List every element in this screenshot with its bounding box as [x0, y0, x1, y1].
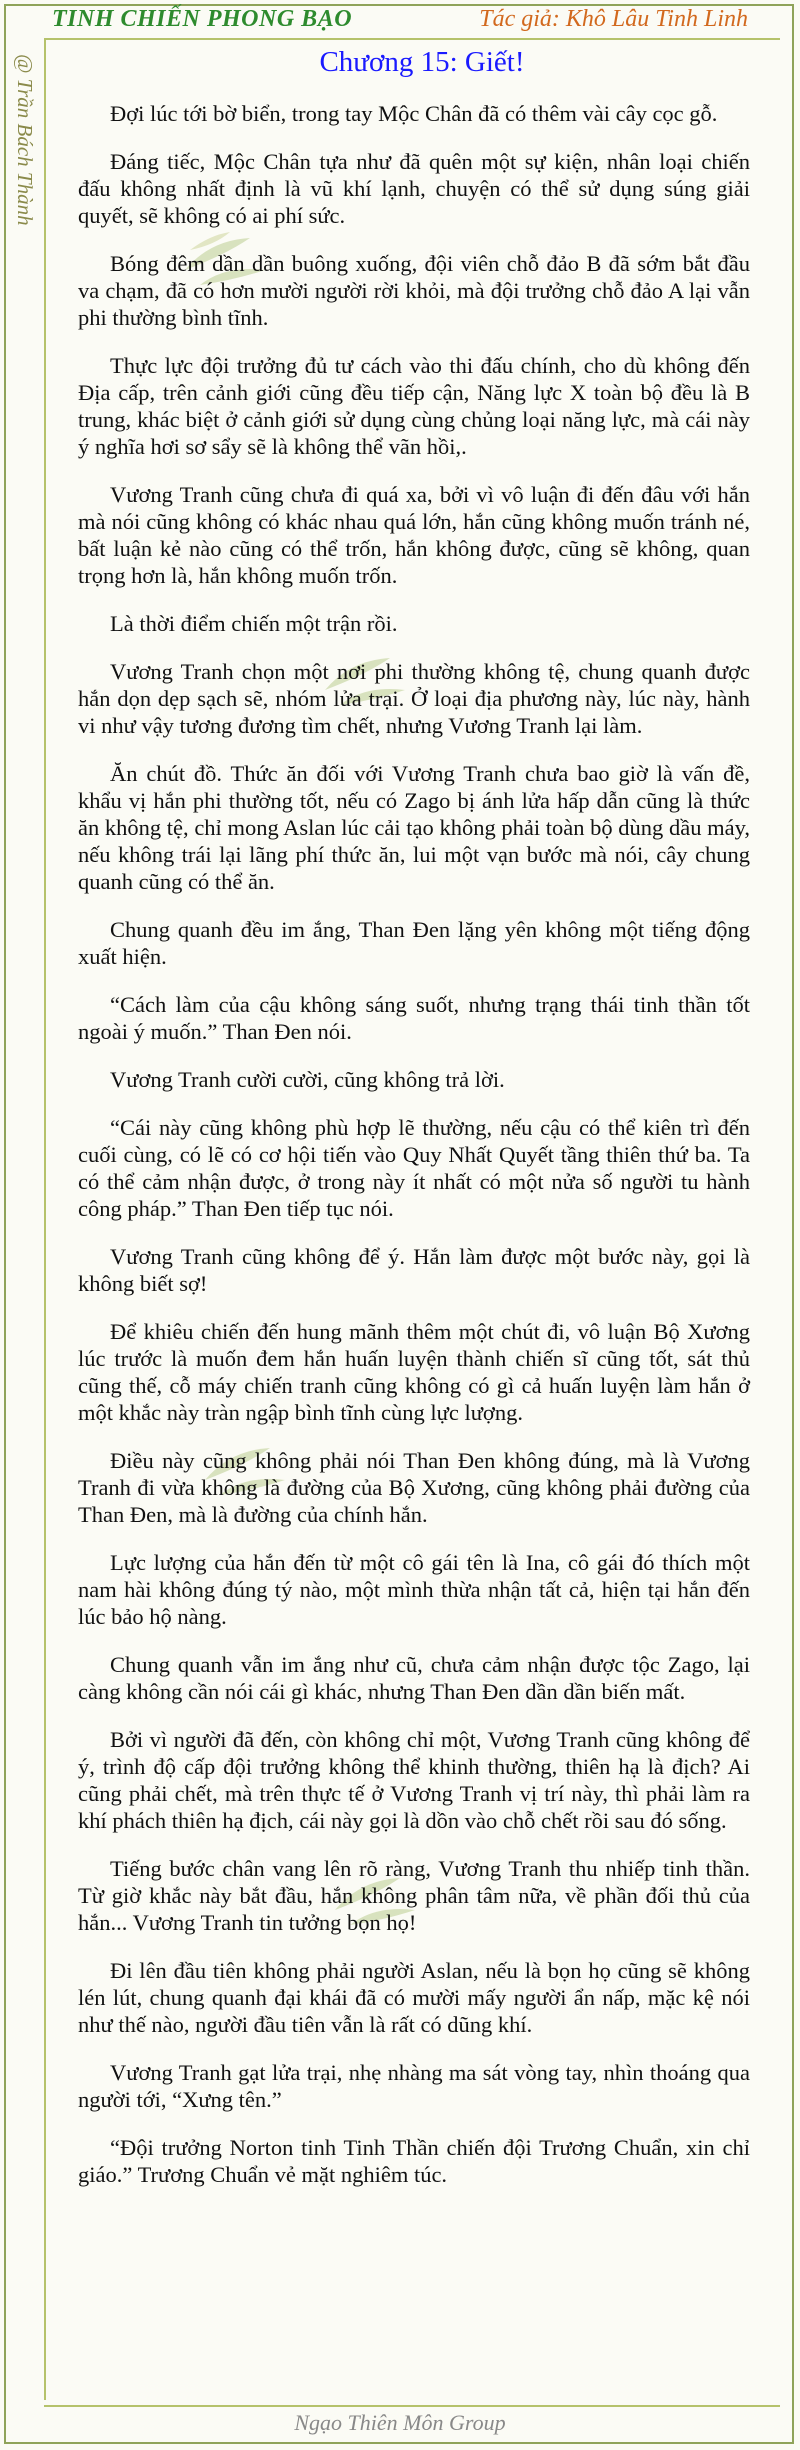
paragraph: Tiếng bước chân vang lên rõ ràng, Vương Tranh thu nhiếp tinh thần. Từ giờ khắc này bắt đầu, hắn không phân tâm nữa, về phần đối thủ của hắn... Vương Tranh tin tưởng bọn họ!	[78, 1856, 750, 1935]
paragraph: Đi lên đầu tiên không phải người Aslan, nếu là bọn họ cũng sẽ không lén lút, chung quanh đại khái đã có mười mấy người ẩn nấp, mặc kệ nói như thế nào, người đầu tiên vẫn là rất có dũng khí.	[78, 1958, 750, 2037]
chapter-body	[78, 100, 750, 2209]
paragraph: Ăn chút đồ. Thức ăn đối với Vương Tranh chưa bao giờ là vấn đề, khẩu vị hắn phi thường tốt, nếu có Zago bị ánh lửa hấp dẫn cũng là thức ăn không tệ, chỉ mong Aslan lúc cải tạo không phải toàn bộ dùng dầu máy, nếu không trái lại lãng phí thức ăn, lui một vạn bước mà nói, cây chung quanh cũng có thể ăn.	[78, 761, 750, 894]
paragraph: “Cách làm của cậu không sáng suốt, nhưng trạng thái tinh thần tốt ngoài ý muốn.” Than Đen nói.	[78, 992, 750, 1044]
footer-divider	[44, 2405, 780, 2407]
paragraph: Bóng đêm dần dần buông xuống, đội viên chỗ đảo B đã sớm bắt đầu va chạm, đã có hơn mười người rời khỏi, mà đội trưởng chỗ đảo A lại vẫn phi thường bình tĩnh.	[78, 251, 750, 330]
paragraph: Vương Tranh cũng không để ý. Hắn làm được một bước này, gọi là không biết sợ!	[78, 1244, 750, 1296]
footer-credit: Ngạo Thiên Môn Group	[294, 2410, 506, 2435]
story-title: TINH CHIẾN PHONG BẠO	[52, 6, 353, 32]
side-credit	[4, 48, 40, 548]
paragraph: Chung quanh đều im ắng, Than Đen lặng yên không một tiếng động xuất hiện.	[78, 917, 750, 969]
paragraph: Thực lực đội trưởng đủ tư cách vào thi đấu chính, cho dù không đến Địa cấp, trên cảnh giới cũng đều tiếp cận, Năng lực X toàn bộ đều là B trung, khác biệt ở cảnh giới sử dụng cùng chủng loại năng lực, mà cái này ý nghĩa hơi sơ sẩy sẽ là không thể vãn hồi,.	[78, 353, 750, 459]
paragraph: Vương Tranh cũng chưa đi quá xa, bởi vì vô luận đi đến đâu với hắn mà nói cũng không có khác nhau quá lớn, hắn cũng không muốn tránh né, bất luận kẻ nào cũng có thể trốn, hắn không được, cũng sẽ không, quan trọng hơn là, hắn không muốn trốn.	[78, 482, 750, 588]
paragraph: Đáng tiếc, Mộc Chân tựa như đã quên một sự kiện, nhân loại chiến đấu không nhất định là vũ khí lạnh, chuyện có thể sử dụng súng giải quyết, sẽ không có ai phí sức.	[78, 149, 750, 228]
paragraph: “Cái này cũng không phù hợp lẽ thường, nếu cậu có thể kiên trì đến cuối cùng, có lẽ có cơ hội tiến vào Quy Nhất Quyết tầng thiên thứ ba. Ta có thể cảm nhận được, ở trong này ít nhất có một nửa số người tu hành công pháp.” Than Đen tiếp tục nói.	[78, 1115, 750, 1221]
chapter-title: Chương 15: Giết!	[319, 46, 525, 78]
paragraph: Là thời điểm chiến một trận rồi.	[110, 611, 398, 636]
paragraph: Vương Tranh cười cười, cũng không trả lời.	[110, 1067, 505, 1092]
paragraph: “Đội trưởng Norton tinh Tinh Thần chiến đội Trương Chuẩn, xin chỉ giáo.” Trương Chuẩn vẻ mặt nghiêm túc.	[78, 2135, 750, 2187]
translator-credit: @ Trần Bách Thành	[13, 54, 37, 226]
header-divider	[44, 38, 780, 40]
paragraph: Vương Tranh chọn một nơi phi thường không tệ, chung quanh được hắn dọn dẹp sạch sẽ, nhóm lửa trại. Ở loại địa phương này, lúc này, hành vi như vậy tương đương tìm chết, nhưng Vương Tranh lại làm.	[78, 659, 750, 738]
author-credit: Tác giả: Khô Lâu Tinh Linh	[479, 6, 748, 32]
paragraph: Để khiêu chiến đến hung mãnh thêm một chút đi, vô luận Bộ Xương lúc trước là muốn đem hắn huấn luyện thành chiến sĩ cũng tốt, sát thủ cũng thế, cỗ máy chiến tranh cũng không có gì cả huấn luyện làm hắn ở một khắc này tràn ngập bình tĩnh cùng lực lượng.	[78, 1319, 750, 1425]
paragraph: Điều này cũng không phải nói Than Đen không đúng, mà là Vương Tranh đi vừa không là đường của Bộ Xương, cũng không phải đường của Than Đen, mà là đường của chính hắn.	[78, 1448, 750, 1527]
paragraph: Vương Tranh gạt lửa trại, nhẹ nhàng ma sát vòng tay, nhìn thoáng qua người tới, “Xưng tên.”	[78, 2060, 750, 2112]
paragraph: Lực lượng của hắn đến từ một cô gái tên là Ina, cô gái đó thích một nam hài không đúng tý nào, một mình thừa nhận tất cả, hiện tại hắn đến lúc bảo hộ nàng.	[78, 1550, 750, 1629]
paragraph: Bởi vì người đã đến, còn không chỉ một, Vương Tranh cũng không để ý, trình độ cấp đội trưởng không thể khinh thường, thiên hạ là địch? Ai cũng phải chết, mà trên thực tế ở Vương Tranh vị trí này, thì phải làm ra khí phách thiên hạ địch, cái này gọi là dồn vào chỗ chết rồi sau đó sống.	[78, 1727, 750, 1833]
paragraph: Chung quanh vẫn im ắng như cũ, chưa cảm nhận được tộc Zago, lại càng không cần nói cái gì khác, nhưng Than Đen dần dần biến mất.	[78, 1652, 750, 1704]
side-divider	[44, 40, 46, 2400]
page-header	[0, 0, 800, 42]
paragraph: Đợi lúc tới bờ biển, trong tay Mộc Chân đã có thêm vài cây cọc gỗ.	[110, 101, 718, 126]
